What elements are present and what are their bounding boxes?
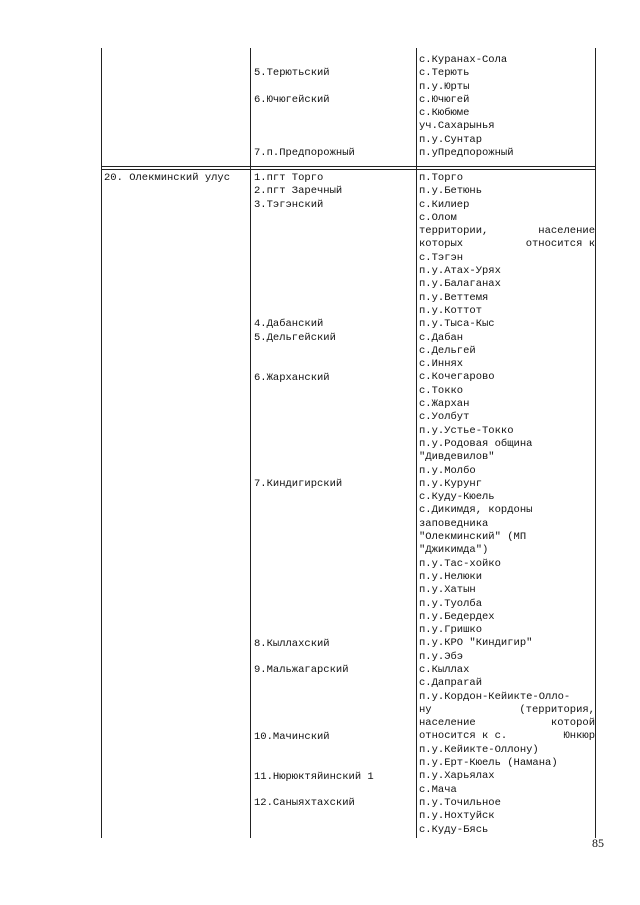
settlement-text-part: население [538, 225, 595, 238]
settlement-line: п.у.Бетюнь [419, 185, 483, 198]
district-name: 2.пгт Заречный [254, 185, 343, 198]
row-separator-2 [101, 169, 596, 170]
settlement-line: с.Кыллах [419, 663, 470, 676]
district-name: 6.Жарханский [254, 371, 330, 384]
settlement-line: п.у.Кордон-Кейикте-Олло- [419, 690, 571, 703]
settlement-line: "Олекминский" (МП [419, 531, 527, 544]
settlement-line: с.Иннях [419, 358, 464, 371]
settlement-line: п.у.Нохтуйск [419, 810, 495, 823]
settlement-text-part: которых [419, 238, 464, 251]
settlement-line: п.у.Хатын [419, 584, 476, 597]
district-name: 5.Дельгейский [254, 331, 336, 344]
settlement-line: уч.Сахарынья [419, 120, 495, 133]
settlement-line: п.у.Туолба [419, 597, 483, 610]
district-name: 5.Терютьский [254, 67, 330, 80]
settlement-line: п.у.Бедердех [419, 610, 495, 623]
settlement-line: п.у.Ерт-Кюель (Намана) [419, 757, 558, 770]
settlement-line: п.у.Устье-Токко [419, 424, 514, 437]
district-name: 10.Мачинский [254, 730, 330, 743]
district-name: 3.Тэгэнский [254, 198, 324, 211]
settlement-line: с.Ючюгей [419, 93, 470, 106]
settlement-line: с.Куранах-Сола [419, 54, 508, 66]
settlement-text-part: население [419, 717, 476, 730]
district-name: 6.Ючюгейский [254, 93, 330, 106]
settlement-line: п.Торго [419, 172, 464, 184]
block2-settlement-column [419, 172, 595, 837]
settlement-text-part: территории, [419, 225, 489, 238]
settlement-line: "Джикимда") [419, 544, 489, 557]
settlement-text-part: ну [419, 703, 432, 716]
district-name: 4.Дабанский [254, 318, 324, 331]
settlement-line: п.у.Сунтар [419, 133, 483, 146]
settlement-line [419, 717, 595, 730]
settlement-line: с.Терють [419, 67, 470, 80]
settlement-line: п.у.Нелюки [419, 570, 483, 583]
district-name: 9.Мальжагарский [254, 664, 349, 677]
page-number: 85 [592, 836, 604, 850]
settlement-line: с.Куду-Кюель [419, 491, 495, 504]
settlement-text-part: которой [550, 717, 595, 730]
settlement-line: "Дивдевилов" [419, 451, 495, 464]
settlement-text-part: относится к [525, 238, 595, 251]
settlement-line [419, 225, 595, 238]
district-name: 1.пгт Торго [254, 172, 324, 184]
settlement-line: п.у.Гришко [419, 624, 483, 637]
settlement-line: с.Токко [419, 384, 464, 397]
settlement-line: с.Дельгей [419, 344, 476, 357]
settlement-line [419, 238, 595, 251]
settlement-line: п.у.Курунг [419, 477, 483, 490]
ulus-name: 20. Олекминский улус [104, 172, 231, 184]
settlement-line: с.Дикимдя, кордоны [419, 504, 533, 517]
settlement-line: с.Мача [419, 783, 457, 796]
settlement-line: п.у.Тыса-Кыс [419, 318, 495, 331]
settlement-line: с.Жархан [419, 398, 470, 411]
settlement-line: с.Дабан [419, 331, 464, 344]
settlement-text-part: (территория, [519, 703, 595, 716]
settlement-line: п.у.Молбо [419, 464, 476, 477]
district-name: 11.Нюрюктяйинский 1 [254, 770, 374, 783]
settlement-line: п.у.Точильное [419, 796, 501, 809]
settlement-line: п.у.Веттемя [419, 291, 489, 304]
settlement-line: п.у.Юрты [419, 80, 470, 93]
settlement-text-part: относится к с. [419, 730, 508, 743]
block1-settlement-column [419, 54, 595, 160]
settlement-line: с.Дапparай [419, 677, 483, 690]
settlement-line: п.у.Тас-хойко [419, 557, 501, 570]
settlement-line: с.Тэгэн [419, 251, 464, 264]
settlement-line: п.у.Атах-Урях [419, 265, 501, 278]
district-name: 7.п.Предпорожный [254, 147, 355, 160]
settlement-line: п.у.Кейикте-Оллону) [419, 743, 539, 756]
settlement-line: п.у.Балаганах [419, 278, 501, 291]
settlement-line: заповедника [419, 517, 489, 530]
settlement-line: с.Уолбут [419, 411, 470, 424]
settlement-line [419, 730, 595, 743]
settlement-line: с.Кочегарово [419, 371, 495, 384]
settlement-line [419, 704, 595, 717]
settlement-line: п.уПредпорожный [419, 147, 514, 160]
settlement-line: п.у.Эбэ [419, 650, 464, 663]
settlement-line: с.Килиер [419, 198, 470, 211]
district-name: 8.Кыллахский [254, 637, 330, 650]
settlement-line: с.Кюбюме [419, 107, 470, 120]
settlement-line: п.у.Коттот [419, 304, 483, 317]
settlement-line: с.Олом [419, 211, 457, 224]
settlement-line: п.у.КРО "Киндигир" [419, 637, 533, 650]
settlement-line: с.Куду-Бясь [419, 823, 489, 836]
row-separator [101, 166, 596, 167]
settlement-line: п.у.Харьялах [419, 770, 495, 783]
district-name: 7.Киндигирский [254, 477, 343, 490]
settlement-text-part: Юнкюр [563, 730, 595, 743]
settlement-line: п.у.Родовая община [419, 437, 533, 450]
district-name: 12.Саныяхтахский [254, 797, 355, 810]
